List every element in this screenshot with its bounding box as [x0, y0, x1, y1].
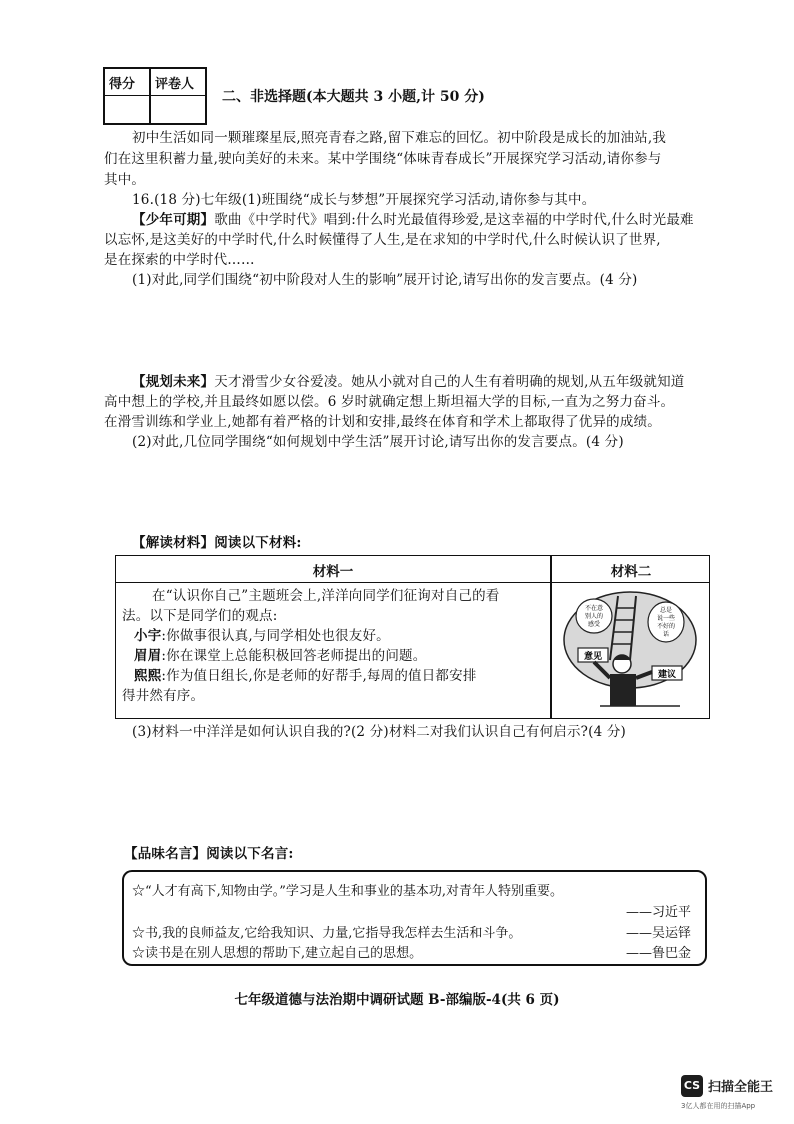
quotes-box [122, 870, 707, 966]
svg-text:别人的: 别人的 [584, 613, 604, 620]
part1-tag: 【少年可期】 [132, 212, 215, 228]
cartoon-illustration [560, 588, 700, 712]
camscanner-logo-icon: CS [681, 1075, 703, 1097]
part2-text-3: 在滑雪训练和学业上,她都有着严格的计划和安排,最终在体育和学术上都取得了优异的成绩。 [104, 414, 661, 430]
opinion-text: :你做事很认真,与同学相处也很友好。 [161, 628, 390, 644]
part2-text-1: 天才滑雪少女谷爱凌。她从小就对自己的人生有着明确的规划,从五年级就知道 [214, 374, 685, 390]
quote-3-author: ——鲁巴金 [625, 946, 691, 961]
quote-1: ☆“人才有高下,知物由学。”学习是人生和事业的基本功,对青年人特别重要。 [132, 884, 564, 899]
part1-text-2: 以忘怀,是这美好的中学时代,什么时候懂得了人生,是在求知的中学时代,什么时候认识了世界, [104, 232, 661, 248]
opinion-meimei [122, 646, 546, 666]
camscanner-slogan: 3亿人都在用的扫描App [681, 1102, 756, 1110]
grader-label: 评卷人 [155, 77, 195, 92]
materials-table [115, 555, 710, 719]
quote-2: ☆书,我的良师益友,它给我知识、力量,它指导我怎样去生活和斗争。 [132, 926, 522, 941]
part1-text-3: 是在探索的中学时代…… [104, 252, 255, 268]
part4-intro: 【品味名言】阅读以下名言: [124, 846, 294, 862]
intro-line-1: 初中生活如同一颗璀璨星辰,照亮青春之路,留下难忘的回忆。初中阶段是成长的加油站,我 [132, 130, 667, 146]
intro-line-3: 其中。 [104, 172, 146, 188]
svg-text:不好的: 不好的 [656, 623, 676, 630]
part1-line-1 [132, 210, 694, 230]
opinion-xixi [122, 666, 546, 686]
page-footer: 七年级道德与法治期中调研试题 B-部编版-4(共 6 页) [234, 992, 560, 1008]
opinion-text: :作为值日组长,你是老师的好帮手,每周的值日都安排 [161, 668, 477, 684]
material-2-header: 材料二 [610, 564, 652, 580]
camscanner-name: 扫描全能王 [708, 1080, 774, 1095]
score-label: 得分 [109, 77, 136, 92]
sign-left: 意见 [583, 652, 603, 662]
part2-text-2: 高中想上的学校,并且最终如愿以偿。6 岁时就确定想上斯坦福大学的目标,一直为之努力奋斗。 [104, 394, 675, 410]
part1-text-1: 歌曲《中学时代》唱到:什么时光最值得珍爱,是这幸福的中学时代,什么时光最难 [214, 212, 694, 228]
quote-3: ☆读书是在别人思想的帮助下,建立起自己的思想。 [132, 946, 423, 961]
intro-line-2: 们在这里积蓄力量,驶向美好的未来。某中学围绕“体味青春成长”开展探究学习活动,请你参与 [104, 151, 662, 167]
bubble-1-text: 不在意 [584, 605, 604, 612]
svg-text:感受: 感受 [587, 621, 601, 628]
opinion-name: 熙熙 [134, 668, 162, 684]
quote-2-author: ——吴运铎 [625, 926, 691, 941]
question-1: (1)对此,同学们围绕“初中阶段对人生的影响”展开讨论,请写出你的发言要点。(4 分) [132, 272, 638, 288]
part3-intro: 【解读材料】阅读以下材料: [132, 535, 302, 551]
part2-tag: 【规划未来】 [132, 374, 215, 390]
opinion-continuation: 得井然有序。 [122, 688, 205, 704]
svg-text:话: 话 [662, 631, 670, 638]
question-2: (2)对此,几位同学围绕“如何规划中学生活”展开讨论,请写出你的发言要点。(4 分) [132, 434, 624, 450]
material-1-line-2: 法。以下是同学们的观点: [122, 608, 278, 624]
svg-text:说一些: 说一些 [656, 615, 676, 622]
material-1-line-1: 在“认识你自己”主题班会上,洋洋向同学们征询对自己的看 [152, 588, 500, 604]
material-1-header: 材料一 [312, 564, 354, 580]
part2-line-1 [132, 372, 685, 392]
question-16-header: 16.(18 分)七年级(1)班围绕“成长与梦想”开展探究学习活动,请你参与其中。 [132, 192, 596, 208]
sign-right: 建议 [657, 670, 677, 680]
opinion-xiaoyu [122, 626, 546, 646]
opinion-name: 小宇 [134, 628, 162, 644]
section-title: 二、非选择题(本大题共 3 小题,计 50 分) [222, 89, 485, 105]
question-3: (3)材料一中洋洋是如何认识自我的?(2 分)材料二对我们认识自己有何启示?(4 分) [132, 724, 627, 740]
opinion-name: 眉眉 [134, 648, 162, 664]
quote-1-author: ——习近平 [625, 905, 691, 920]
score-box [103, 67, 207, 125]
opinion-text: :你在课堂上总能积极回答老师提出的问题。 [161, 648, 427, 664]
bubble-2-text: 总是 [659, 607, 673, 614]
